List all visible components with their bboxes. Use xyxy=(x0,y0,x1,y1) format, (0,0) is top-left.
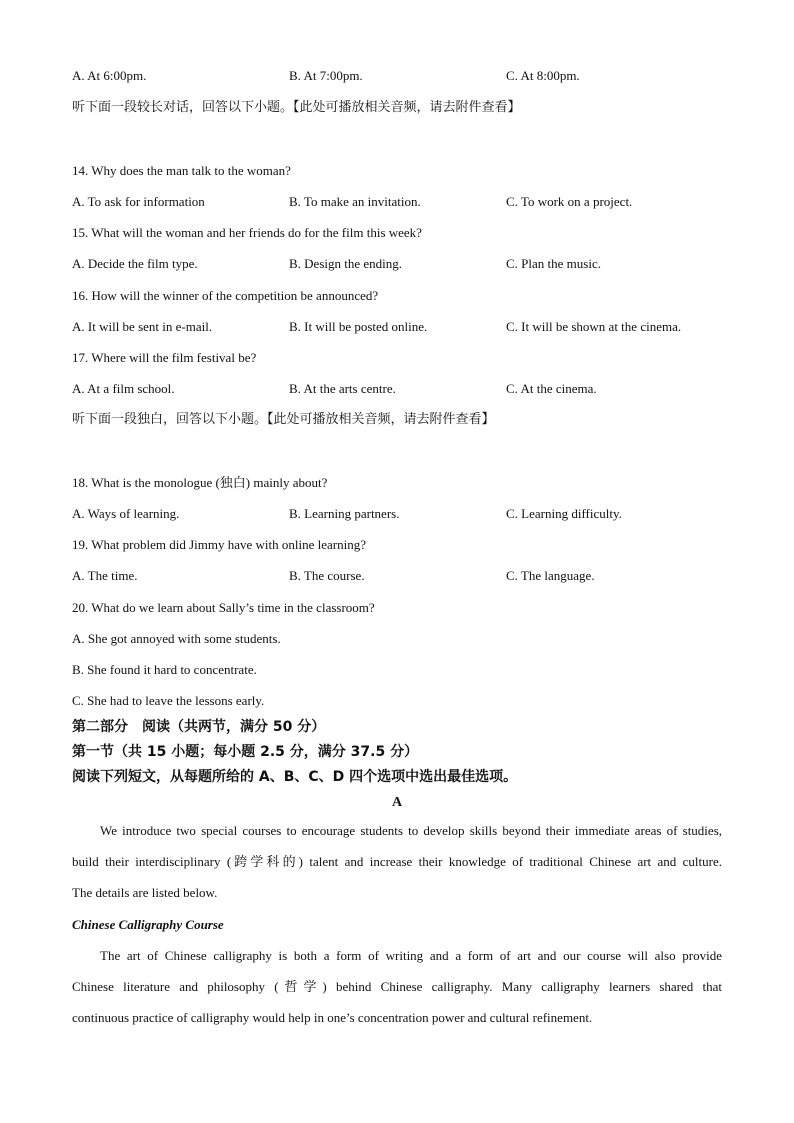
q13-option-a: A. At 6:00pm. xyxy=(72,68,147,83)
section1-title: 第一节（共 15 小题；每小题 2.5 分，满分 37.5 分） xyxy=(72,744,419,760)
monologue-instruction: 听下面一段独白，回答以下小题。【此处可播放相关音频，请去附件查看】 xyxy=(72,412,495,427)
q16-option-c: C. It will be shown at the cinema. xyxy=(506,319,682,334)
course-title: Chinese Calligraphy Course xyxy=(72,917,224,932)
q13-option-b: B. At 7:00pm. xyxy=(289,68,363,83)
course-line-3: continuous practice of calligraphy would help in one’s concentration power and cultural refinement. xyxy=(72,1010,593,1026)
q13-option-c: C. At 8:00pm. xyxy=(506,68,580,83)
q20-option-c: C. She had to leave the lessons early. xyxy=(72,693,265,708)
q16-option-b: B. It will be posted online. xyxy=(289,319,428,334)
q20-question: 20. What do we learn about Sally’s time in the classroom? xyxy=(72,600,375,615)
q14-option-c: C. To work on a project. xyxy=(506,194,633,209)
q18-option-a: A. Ways of learning. xyxy=(72,506,180,521)
q15-option-a: A. Decide the film type. xyxy=(72,256,198,271)
passage-intro-line-3: The details are listed below. xyxy=(72,885,218,901)
q18-option-b: B. Learning partners. xyxy=(289,506,400,521)
q16-option-a: A. It will be sent in e-mail. xyxy=(72,319,213,334)
course-line-2: Chinese literature and philosophy (哲学) behind Chinese calligraphy. Many calligraphy learners shared that xyxy=(72,979,722,995)
q15-question: 15. What will the woman and her friends do for the film this week? xyxy=(72,225,422,240)
q17-option-c: C. At the cinema. xyxy=(506,381,597,396)
q20-option-b: B. She found it hard to concentrate. xyxy=(72,662,257,677)
q14-option-a: A. To ask for information xyxy=(72,194,205,209)
course-line-1: The art of Chinese calligraphy is both a form of writing and a form of art and our course will also provide xyxy=(100,948,722,963)
q17-option-a: A. At a film school. xyxy=(72,381,175,396)
q14-option-b: B. To make an invitation. xyxy=(289,194,421,209)
passage-intro xyxy=(72,823,722,917)
q19-question: 19. What problem did Jimmy have with online learning? xyxy=(72,537,367,552)
course-description xyxy=(72,948,722,1042)
q19-option-b: B. The course. xyxy=(289,568,365,583)
passage-intro-line-2: build their interdisciplinary (跨学科的) talent and increase their knowledge of traditional Chinese art and culture. xyxy=(72,854,722,870)
passage-label: A xyxy=(391,795,403,810)
passage-intro-line-1: We introduce two special courses to encourage students to develop skills beyond their immediate areas of studies, xyxy=(100,823,722,838)
q19-option-a: A. The time. xyxy=(72,568,138,583)
q17-question: 17. Where will the film festival be? xyxy=(72,350,257,365)
q17-option-b: B. At the arts centre. xyxy=(289,381,396,396)
q15-option-b: B. Design the ending. xyxy=(289,256,403,271)
q18-question: 18. What is the monologue (独白) mainly about? xyxy=(72,475,328,490)
q19-option-c: C. The language. xyxy=(506,568,595,583)
dialogue-instruction: 听下面一段较长对话，回答以下小题。【此处可播放相关音频，请去附件查看】 xyxy=(72,100,521,115)
q20-option-a: A. She got annoyed with some students. xyxy=(72,631,281,646)
q16-question: 16. How will the winner of the competition be announced? xyxy=(72,288,379,303)
q18-option-c: C. Learning difficulty. xyxy=(506,506,622,521)
q15-option-c: C. Plan the music. xyxy=(506,256,601,271)
section1-instruction: 阅读下列短文，从每题所给的 A、B、C、D 四个选项中选出最佳选项。 xyxy=(72,769,518,785)
part2-title: 第二部分 阅读（共两节，满分 50 分） xyxy=(72,719,326,735)
q14-question: 14. Why does the man talk to the woman? xyxy=(72,163,291,178)
